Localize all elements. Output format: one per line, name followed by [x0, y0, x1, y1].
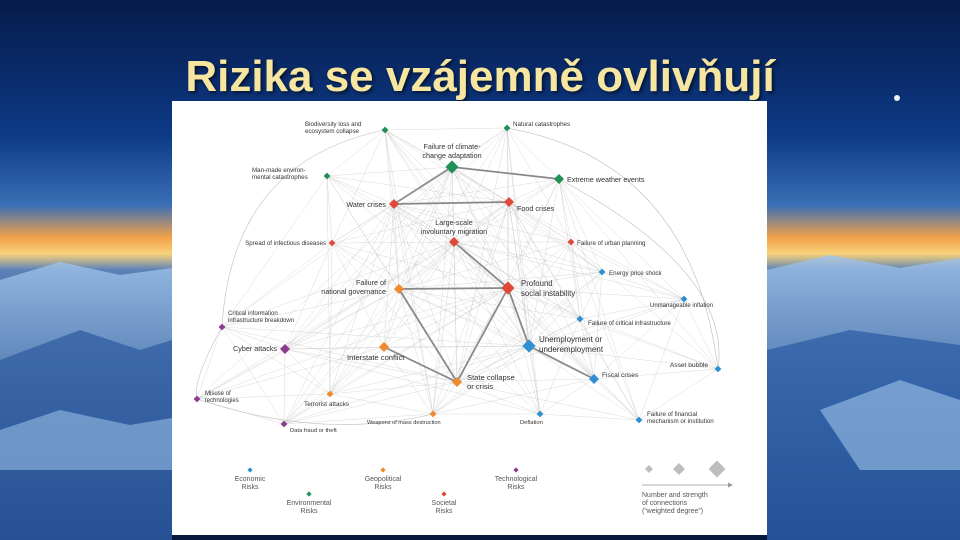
risk-node-fiscal: [589, 372, 639, 384]
risk-node-label: Water crises: [346, 200, 386, 209]
weight-legend-arrowhead: [728, 483, 733, 488]
connection-line: [639, 299, 684, 420]
risk-network-svg: [172, 101, 767, 535]
risk-node-label: Failure of national governance: [321, 278, 386, 296]
connection-line: [284, 394, 330, 424]
connection-line: [327, 130, 385, 176]
legend-item-technological: [495, 467, 538, 491]
risk-node-bio: [305, 121, 388, 135]
risk-node-label: Asset bubble: [669, 362, 708, 369]
risk-node-inf: [245, 240, 335, 247]
risk-node-label: Extreme weather events: [567, 175, 645, 184]
risk-node-label: Natural catastrophes: [513, 121, 571, 128]
outer-arc: [507, 128, 718, 369]
risk-node-label: Failure of climate-change adaptation: [422, 142, 482, 160]
legend-marker: [380, 467, 385, 472]
connection-line: [399, 289, 594, 379]
risk-node-marker: [394, 284, 404, 294]
connection-line: [332, 242, 454, 243]
risk-node-label: Unmanageable inflation: [650, 303, 714, 309]
connection-line: [385, 130, 602, 272]
connection-line: [222, 327, 330, 394]
risk-node-marker: [324, 173, 331, 180]
risk-node-nat: [504, 121, 570, 131]
legend-label: Technological Risks: [494, 476, 538, 491]
risk-node-label: Energy price shock: [609, 270, 662, 277]
risk-node-label: Large-scale involuntary migration: [420, 218, 488, 236]
risk-node-label: Failure of financial mechanism or institution: [647, 411, 714, 425]
connection-line: [580, 299, 684, 319]
legend-label: Environmental Risks: [286, 500, 332, 515]
legend-label: Geopolitical Risks: [364, 476, 402, 491]
connection-line: [540, 319, 580, 414]
risk-node-label: Cyber attacks: [233, 344, 277, 353]
risk-node-label: Food crises: [517, 204, 555, 213]
risk-node-marker: [219, 324, 226, 331]
connection-line: [529, 346, 639, 420]
connection-line: [285, 349, 330, 394]
risk-node-marker: [452, 377, 462, 387]
risk-node-terror: [304, 391, 349, 408]
risk-node-man: [252, 167, 330, 181]
risk-node-label: Man-made environ-mental catastrophes: [252, 167, 308, 181]
risk-network-diagram: [172, 101, 767, 535]
risk-node-label: Failure of urban planning: [577, 240, 646, 247]
connection-line: [284, 349, 285, 424]
connection-line: [580, 272, 602, 319]
risk-node-label: State collapse or crisis: [467, 373, 515, 391]
connection-line: [399, 242, 454, 289]
connection-line: [399, 289, 433, 414]
connection-line: [222, 176, 327, 327]
connection-line: [197, 327, 222, 399]
weight-legend-caption: Number and strength of connections (“weighted degree”): [642, 492, 708, 515]
connection-line: [457, 128, 507, 382]
risk-node-energy: [599, 269, 663, 277]
legend-marker: [513, 467, 518, 472]
connection-line: [285, 204, 394, 349]
risk-node-defl: [520, 411, 543, 426]
risk-node-wmd: [367, 411, 441, 426]
connection-line: [433, 319, 580, 414]
legend-marker: [441, 491, 446, 496]
risk-node-label: Spread of infectious diseases: [245, 240, 326, 247]
risk-node-label: Interstate conflict: [347, 353, 405, 362]
risk-node-label: Unemployment or underemployment: [539, 335, 604, 354]
connection-line: [507, 128, 540, 414]
connection-line: [508, 288, 639, 420]
slide-title: Rizika se vzájemně ovlivňují: [185, 52, 775, 101]
risk-node-label: Critical information infrastructure breakdown: [228, 311, 295, 324]
connection-line: [433, 288, 508, 414]
risk-node-label: Terrorist attacks: [304, 401, 350, 408]
risk-node-label: Misuse of technologies: [205, 391, 239, 404]
connection-line: [197, 289, 399, 399]
connection-line: [454, 242, 580, 319]
risk-node-urb: [568, 239, 646, 247]
connection-line: [508, 288, 718, 369]
risk-node-label: Weapons of mass destruction: [367, 420, 441, 426]
connection-line: [385, 128, 507, 130]
risk-node-fin: [636, 411, 715, 425]
connection-line: [330, 204, 394, 394]
risk-node-label: Fiscal crises: [602, 372, 639, 379]
risk-node-misuse: [194, 391, 239, 404]
weight-legend-marker: [645, 465, 653, 473]
risk-node-label: Biodiversity loss and ecosystem collapse: [305, 121, 362, 135]
risk-node-label: Failure of critical infrastructure: [588, 320, 671, 327]
risk-node-label: Data fraud or theft: [290, 428, 337, 434]
risk-node-label: Deflation: [520, 420, 543, 426]
weight-legend-marker: [673, 463, 685, 475]
connection-line: [394, 202, 509, 204]
weight-legend-marker: [709, 461, 726, 478]
legend-item-societal: [432, 491, 457, 515]
connection-line: [285, 288, 508, 349]
connection-line: [285, 167, 452, 349]
connection-line: [394, 179, 559, 204]
risk-node-ext: [554, 174, 645, 184]
risk-node-marker: [379, 342, 389, 352]
legend-marker: [247, 467, 252, 472]
legend-item-economic: [235, 467, 266, 491]
risk-node-inter: [347, 342, 405, 362]
legend-label: Economic Risks: [234, 476, 266, 491]
risk-node-marker: [430, 411, 437, 418]
legend-item-environmental: [287, 491, 332, 515]
connection-line: [454, 242, 639, 420]
connection-line: [509, 179, 559, 202]
risk-node-cyber: [233, 344, 290, 354]
risk-node-marker: [504, 197, 514, 207]
legend: [235, 461, 733, 516]
legend-label: Societal Risks: [431, 500, 457, 515]
connection-line: [509, 202, 639, 420]
connection-line: [507, 128, 559, 179]
legend-marker: [306, 491, 311, 496]
connection-line: [571, 242, 639, 420]
risk-node-label: Profound social instability: [521, 279, 576, 298]
connection-line: [399, 288, 508, 289]
legend-item-geopolitical: [365, 467, 402, 491]
connection-line: [197, 167, 452, 399]
